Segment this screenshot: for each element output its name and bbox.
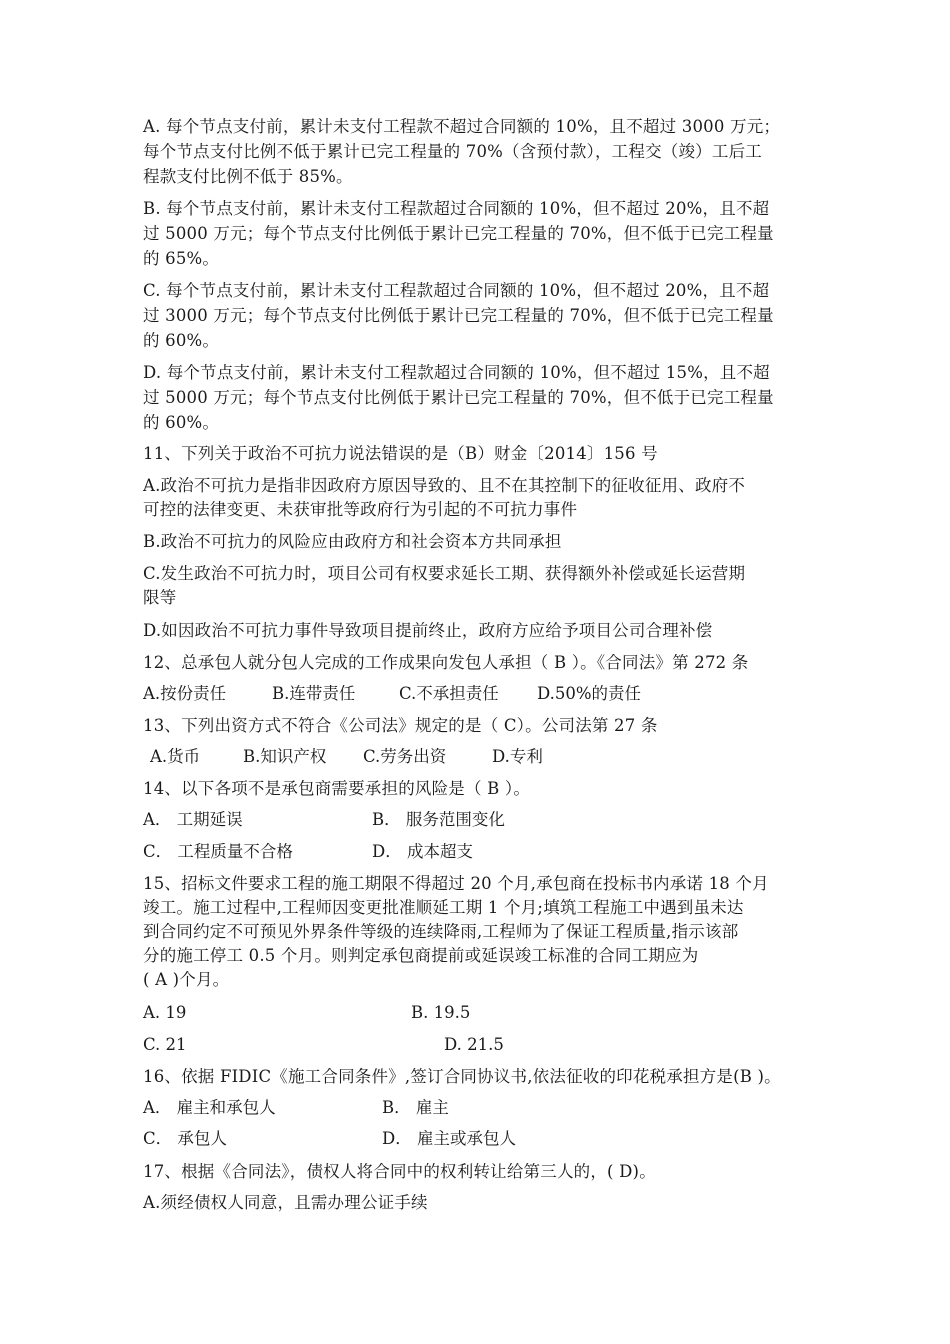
q16-question: 16、依据 FIDIC《施工合同条件》,签订合同协议书,依法征收的印花税承担方是(B )。 [143,1067,781,1086]
q15-option-a: A. 19 [143,1003,187,1022]
q11-option-a-line-2: 可控的法律变更、未获审批等政府行为引起的不可抗力事件 [143,500,578,519]
q10-option-b-line-1: B. 每个节点支付前，累计未支付工程款超过合同额的 10%，但不超过 20%，且不超 [143,199,770,218]
q13-option-a: A.货币 [150,747,201,766]
q17-option-a: A.须经债权人同意，且需办理公证手续 [143,1193,428,1212]
q14-option-d: D． 成本超支 [372,842,473,861]
q12-option-a: A.按份责任 [143,684,227,703]
q11-option-d: D.如因政治不可抗力事件导致项目提前终止，政府方应给予项目公司合理补偿 [143,621,713,640]
q12-option-d: D.50%的责任 [537,684,642,703]
q10-option-b-line-3: 的 65%。 [143,249,220,268]
q10-option-d-line-2: 过 5000 万元；每个节点支付比例低于累计已完工程量的 70%，但不低于已完工程量 [143,388,774,407]
q10-option-c-line-3: 的 60%。 [143,331,220,350]
q15-question-line-5: ( A )个月。 [143,970,230,989]
q12-option-c: C.不承担责任 [399,684,499,703]
q13-option-c: C.劳务出资 [363,747,447,766]
q14-question: 14、以下各项不是承包商需要承担的风险是（ B ）。 [143,779,531,798]
q10-option-b-line-2: 过 5000 万元；每个节点支付比例低于累计已完工程量的 70%，但不低于已完工程量 [143,224,774,243]
q10-option-d-line-3: 的 60%。 [143,413,220,432]
q11-option-a-line-1: A.政治不可抗力是指非因政府方原因导致的、且不在其控制下的征收征用、政府不 [143,476,746,495]
q16-option-a: A． 雇主和承包人 [143,1098,276,1117]
q15-question-line-4: 分的施工停工 0.5 个月。则判定承包商提前或延误竣工标准的合同工期应为 [143,946,699,965]
q11-question: 11、下列关于政治不可抗力说法错误的是（B）财金〔2014〕156 号 [143,444,658,463]
q14-option-a: A． 工期延误 [143,810,243,829]
q15-question-line-2: 竣工。施工过程中,工程师因变更批准顺延工期 1 个月;填筑工程施工中遇到虽未达 [143,898,744,917]
q10-option-a-line-2: 每个节点支付比例不低于累计已完工程量的 70%（含预付款），工程交（竣）工后工 [143,142,762,161]
q13-option-b: B.知识产权 [243,747,327,766]
q16-option-d: D． 雇主或承包人 [382,1129,516,1148]
q10-option-d-line-1: D. 每个节点支付前，累计未支付工程款超过合同额的 10%，但不超过 15%，且不超 [143,363,770,382]
q10-option-c-line-1: C. 每个节点支付前，累计未支付工程款超过合同额的 10%，但不超过 20%，且不超 [143,281,770,300]
q16-option-b: B． 雇主 [382,1098,449,1117]
q10-option-a-line-3: 程款支付比例不低于 85%。 [143,167,353,186]
q15-question-line-3: 到合同约定不可预见外界条件等级的连续降雨,工程师为了保证工程质量,指示该部 [143,922,739,941]
q15-option-b: B. 19.5 [411,1003,471,1022]
q13-option-d: D.专利 [492,747,543,766]
q11-option-c-line-1: C.发生政治不可抗力时，项目公司有权要求延长工期、获得额外补偿或延长运营期 [143,564,746,583]
q17-question: 17、根据《合同法》，债权人将合同中的权利转让给第三人的，( D)。 [143,1162,656,1181]
q14-option-b: B． 服务范围变化 [372,810,505,829]
q10-option-a-line-1: A. 每个节点支付前，累计未支付工程款不超过合同额的 10%，且不超过 3000 万元； [143,117,781,136]
q11-option-c-line-2: 限等 [143,588,177,607]
q14-option-c: C． 工程质量不合格 [143,842,293,861]
q12-option-b: B.连带责任 [272,684,356,703]
q10-option-c-line-2: 过 3000 万元；每个节点支付比例低于累计已完工程量的 70%，但不低于已完工程量 [143,306,774,325]
q15-question-line-1: 15、招标文件要求工程的施工期限不得超过 20 个月,承包商在投标书内承诺 18 个月 [143,874,769,893]
q15-option-c: C. 21 [143,1035,187,1054]
q13-question: 13、下列出资方式不符合《公司法》规定的是（ C）。公司法第 27 条 [143,716,658,735]
q15-option-d: D. 21.5 [444,1035,504,1054]
q11-option-b: B.政治不可抗力的风险应由政府方和社会资本方共同承担 [143,532,562,551]
q16-option-c: C． 承包人 [143,1129,227,1148]
q12-question: 12、总承包人就分包人完成的工作成果向发包人承担（ B ）。《合同法》第 272 条 [143,653,749,672]
